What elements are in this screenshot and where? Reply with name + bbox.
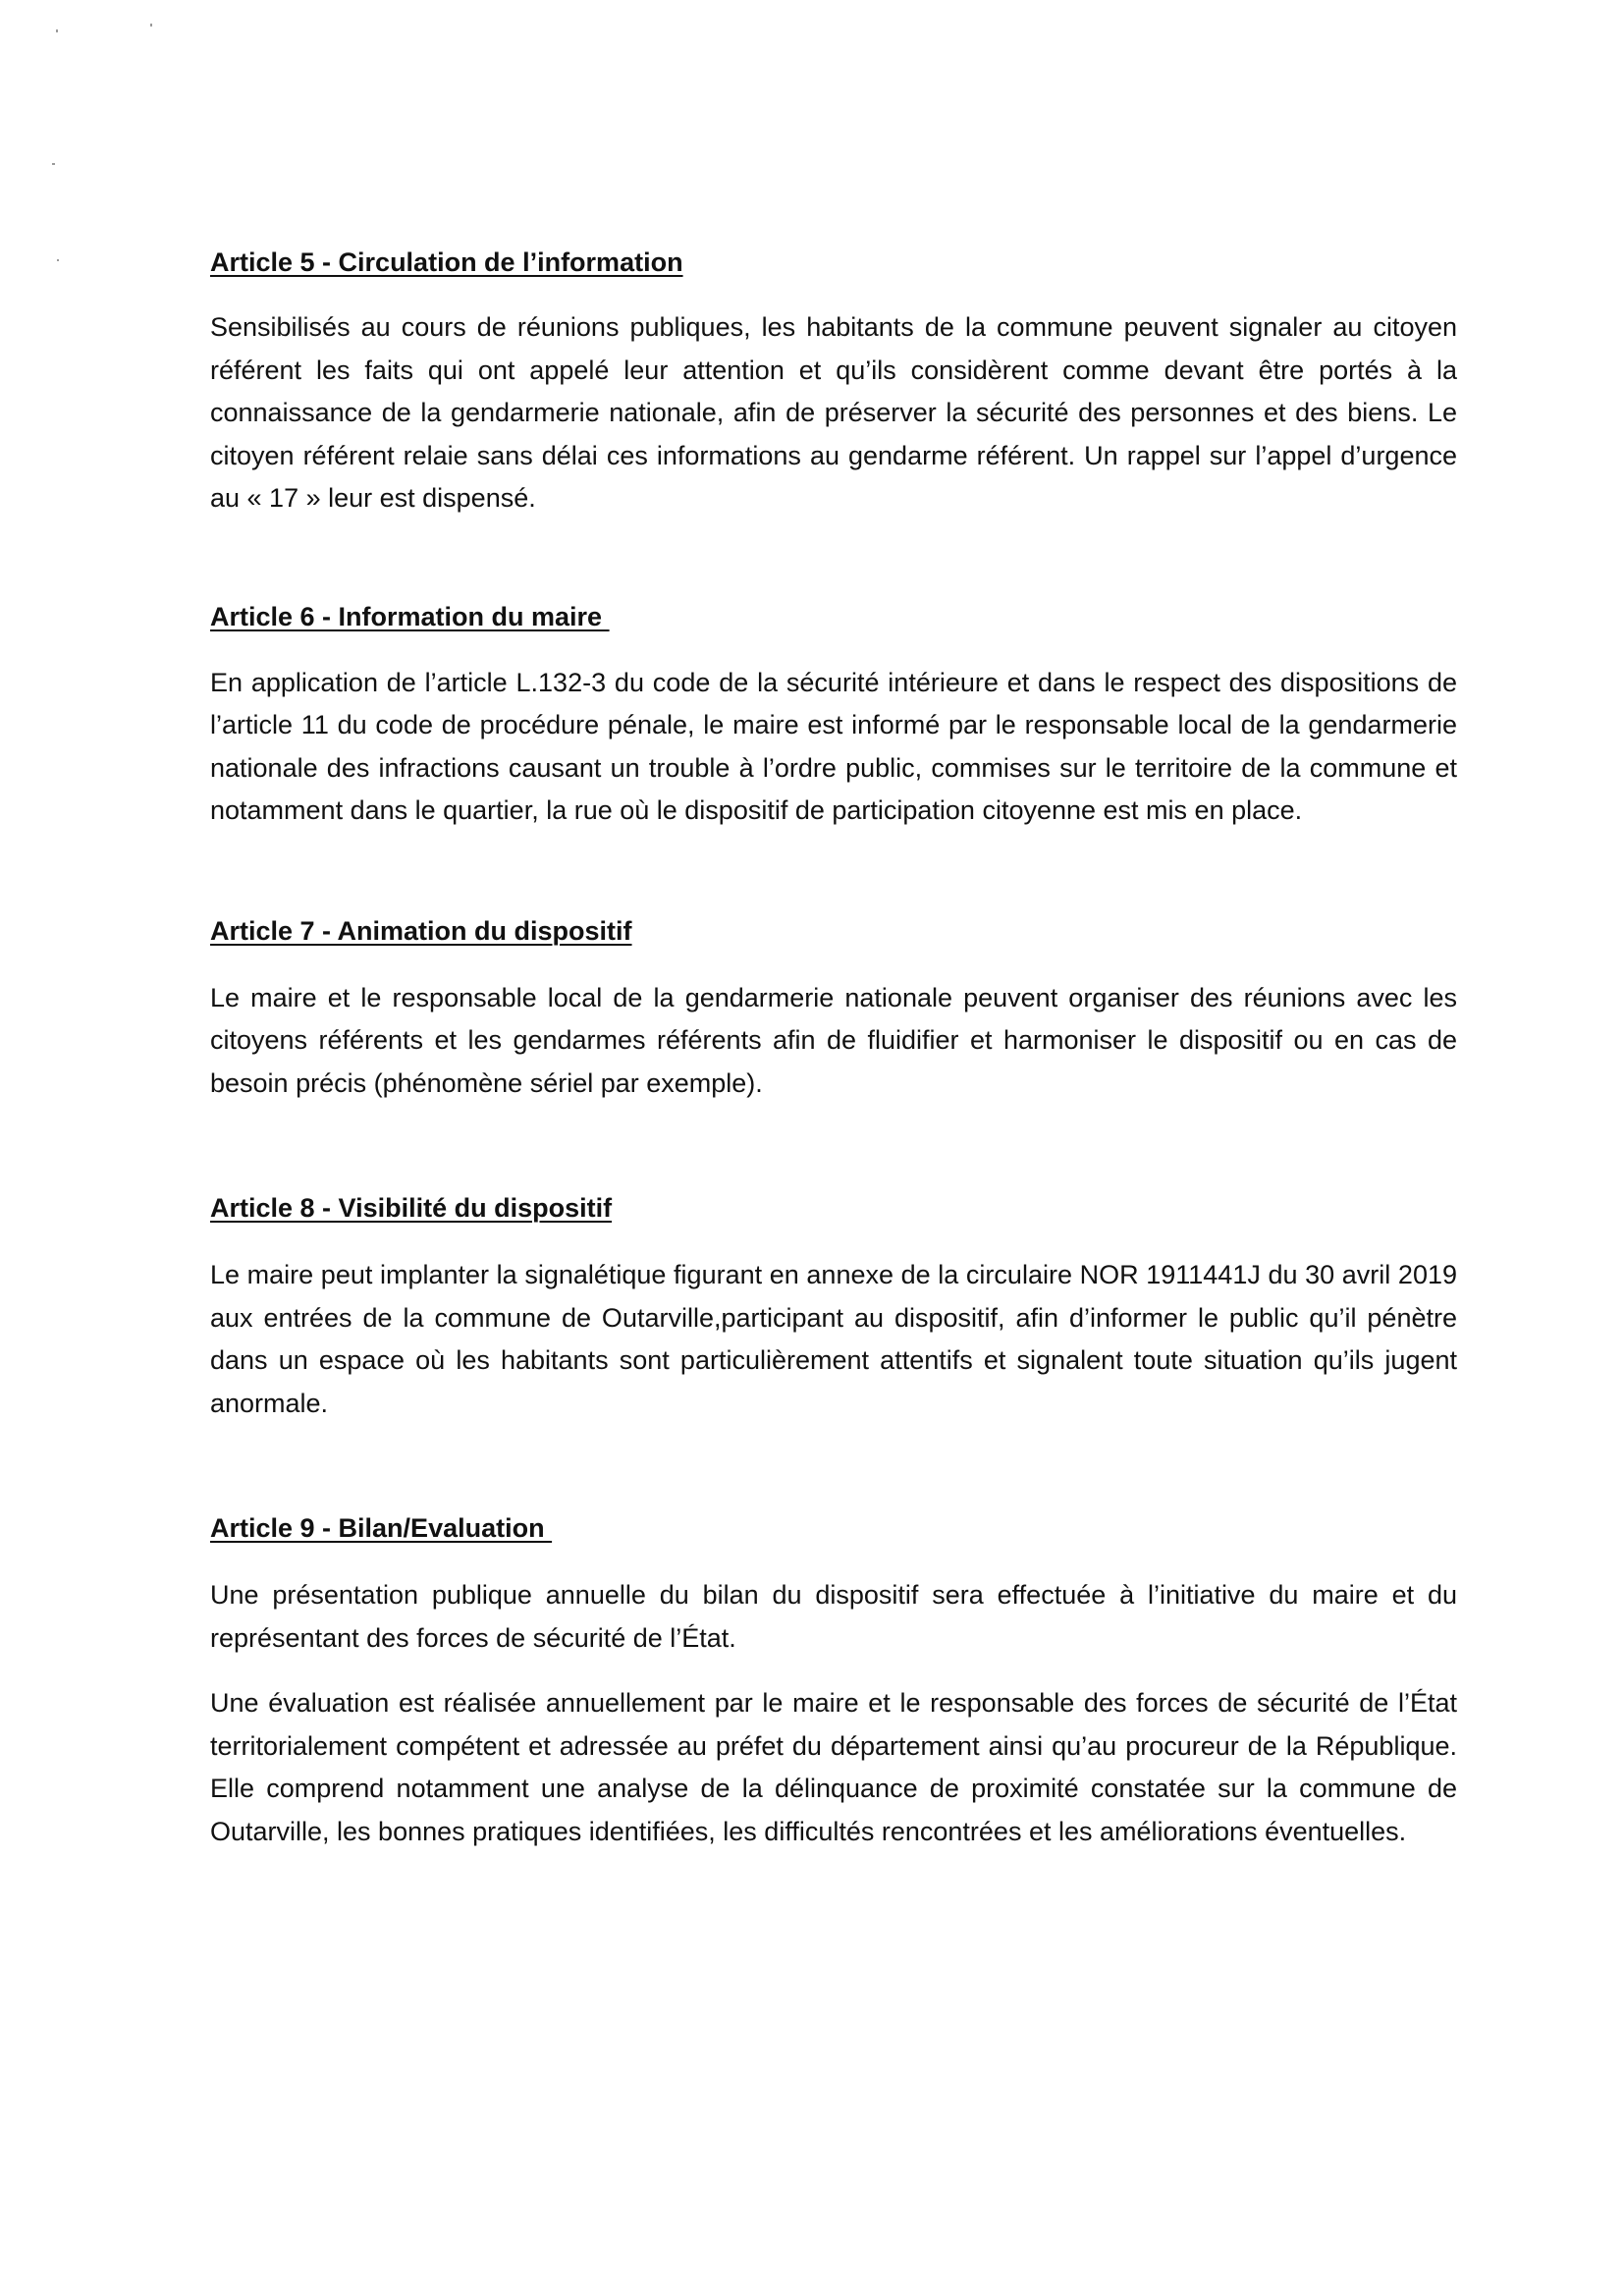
article-8-heading: Article 8 - Visibilité du dispositif bbox=[210, 1193, 613, 1223]
article-6-paragraph: En application de l’article L.132-3 du code de la sécurité intérieure et dans le respect des dispositions de l’article 11 du code de procédure pénale, le maire est informé par le responsable local de la gendarmerie nationale des infractions causant un trouble à l’ordre public, commises sur le territoire de la commune et notamment dans le quartier, la rue où le dispositif de participation citoyenne est mis en place. bbox=[210, 667, 1457, 825]
article-6-heading: Article 6 - Information du maire bbox=[210, 601, 610, 631]
article-6-section bbox=[210, 600, 1457, 833]
article-9-paragraph-2: Une évaluation est réalisée annuellement par le maire et le responsable des forces de sécurité de l’État territorialement compétent et adressée au préfet du département ainsi qu’au procureur de la République. Elle comprend notamment une analyse de la délinquance de proximité constatée sur la commune de Outarville, les bonnes pratiques identifiées, les difficultés rencontrées et les améliorations éventuelles. bbox=[210, 1688, 1457, 1846]
document-body bbox=[210, 246, 1457, 1853]
article-7-heading: Article 7 - Animation du dispositif bbox=[210, 915, 632, 946]
scan-speck bbox=[57, 259, 59, 261]
article-9-heading: Article 9 - Bilan/Evaluation bbox=[210, 1513, 553, 1543]
scan-speck bbox=[150, 24, 152, 27]
article-7-section bbox=[210, 914, 1457, 1106]
article-8-section bbox=[210, 1191, 1457, 1425]
scan-speck bbox=[56, 29, 58, 32]
article-9-paragraph-1: Une présentation publique annuelle du bilan du dispositif sera effectuée à l’initiative du maire et du représentant des forces de sécurité de l’État. bbox=[210, 1580, 1457, 1653]
article-8-paragraph: Le maire peut implanter la signalétique figurant en annexe de la circulaire NOR 1911441J du 30 avril 2019 aux entrées de la commune de Outarville,participant au dispositif, afin d’informer le public qu’il pénètre dans un espace où les habitants sont particulièrement attentifs et signalent toute situation qu’ils jugent anormale. bbox=[210, 1260, 1457, 1418]
article-5-section bbox=[210, 246, 1457, 520]
article-5-heading: Article 5 - Circulation de l’information bbox=[210, 247, 683, 277]
article-7-paragraph: Le maire et le responsable local de la gendarmerie nationale peuvent organiser des réunions avec les citoyens référents et les gendarmes référents afin de fluidifier et harmoniser le dispositif ou en cas de besoin précis (phénomène sériel par exemple). bbox=[210, 982, 1457, 1098]
article-5-paragraph: Sensibilisés au cours de réunions publiques, les habitants de la commune peuvent signaler au citoyen référent les faits qui ont appelé leur attention et qu’ils considèrent comme devant être portés à la connaissance de la gendarmerie nationale, afin de préserver la sécurité des personnes et des biens. Le citoyen référent relaie sans délai ces informations au gendarme référent. Un rappel sur l’appel d’urgence au « 17 » leur est dispensé. bbox=[210, 312, 1457, 513]
scan-speck bbox=[52, 163, 55, 165]
article-9-section bbox=[210, 1511, 1457, 1853]
